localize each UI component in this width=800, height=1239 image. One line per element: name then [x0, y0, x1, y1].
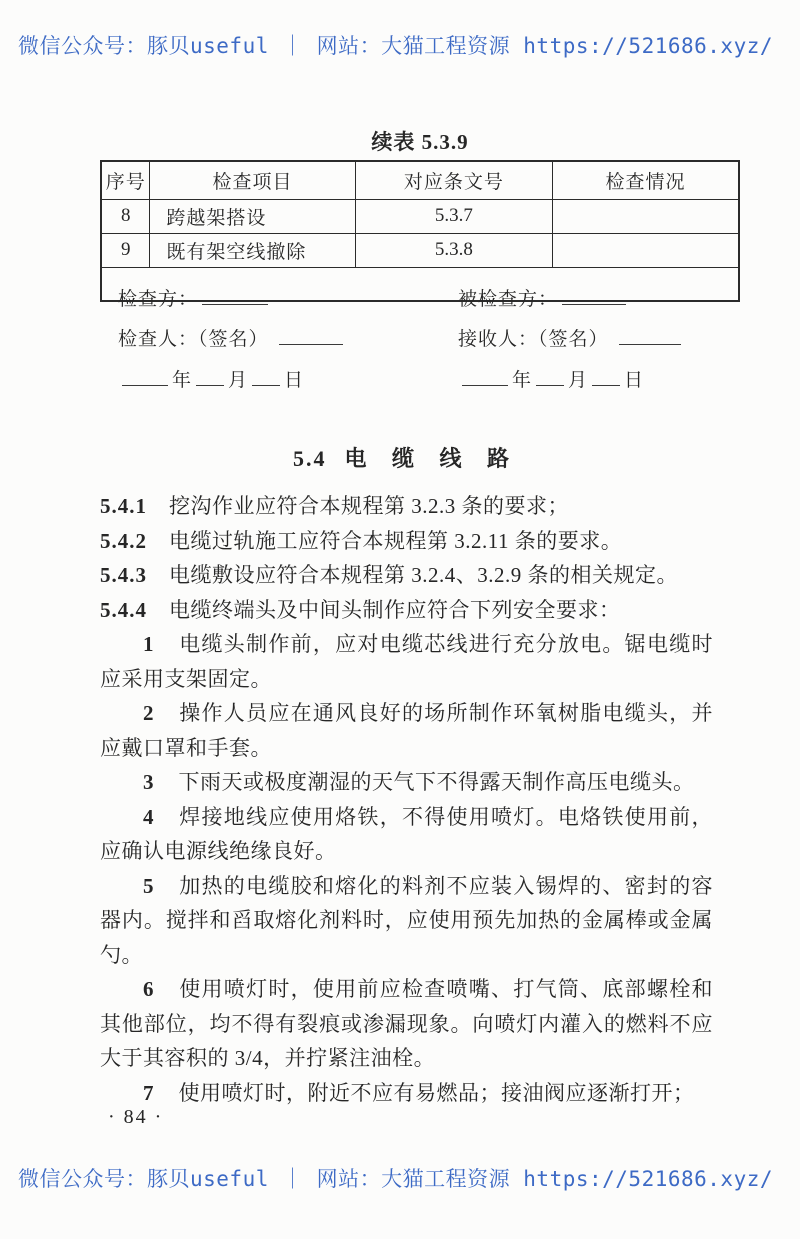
sub-item-2 — [100, 696, 713, 765]
sub-item-1 — [100, 627, 713, 696]
section-title: 电 缆 线 路 — [344, 446, 519, 471]
day-label: 日 — [624, 369, 645, 391]
row-result — [553, 233, 739, 267]
inspected-field — [458, 284, 630, 311]
page-number: · 84 · — [108, 1106, 164, 1128]
inspector-label: 检查方： — [118, 288, 199, 310]
item-number: 5 — [143, 873, 155, 898]
item-text: 使用喷灯时，使用前应检查喷嘴、打气筒、底部螺栓和其他部位，均不得有裂痕或渗漏现象。向喷灯内灌入的燃料不应大于其容积的 3/4，并拧紧注油栓。 — [100, 977, 713, 1070]
column-header-item: 检查项目 — [150, 161, 355, 199]
date-blank — [592, 369, 620, 386]
month-label: 月 — [228, 369, 249, 391]
sub-item-5 — [100, 869, 713, 973]
row-item: 跨越架搭设 — [150, 199, 355, 233]
column-header-clause-ref: 对应条文号 — [355, 161, 552, 199]
item-number: 4 — [143, 804, 155, 829]
row-no: 9 — [101, 233, 150, 267]
row-result — [553, 199, 739, 233]
table-header-row — [101, 161, 739, 199]
clause-5-4-1 — [100, 489, 713, 524]
inspector-sign-label: 检查人：（签名） — [118, 328, 269, 350]
item-text: 焊接地线应使用烙铁，不得使用喷灯。电烙铁使用前，应确认电源线绝缘良好。 — [100, 804, 713, 863]
section-heading — [100, 442, 712, 473]
date-blank — [122, 369, 168, 386]
row-clause-ref: 5.3.8 — [355, 233, 552, 267]
item-text: 使用喷灯时，附近不应有易燃品；接油阀应逐渐打开； — [178, 1080, 695, 1105]
date-blank — [536, 369, 564, 386]
table-title: 续表 5.3.9 — [371, 130, 469, 154]
signature-blank — [279, 328, 343, 345]
inspector-sign-field — [118, 324, 347, 351]
sub-item-4 — [100, 800, 713, 869]
clause-text-block — [100, 489, 713, 1110]
section-number: 5.4 — [292, 446, 327, 471]
item-number: 1 — [143, 632, 155, 656]
signature-block — [101, 267, 739, 391]
header-watermark: 微信公众号：豚贝useful ｜ 网站：大猫工程资源 https://521686.xyz/ — [18, 34, 774, 58]
signature-blank — [619, 328, 681, 345]
day-label: 日 — [284, 369, 305, 391]
clause-text: 挖沟作业应符合本规程第 3.2.3 条的要求； — [169, 494, 569, 518]
clause-number: 5.4.2 — [100, 528, 147, 553]
sub-item-7 — [100, 1076, 713, 1111]
column-header-no: 序号 — [101, 161, 150, 199]
date-blank — [462, 369, 508, 386]
table-row — [101, 199, 739, 233]
month-label: 月 — [568, 369, 589, 391]
receiver-sign-label: 接收人：（签名） — [458, 328, 609, 350]
sub-item-3 — [100, 765, 713, 800]
clause-text: 电缆过轨施工应符合本规程第 3.2.11 条的要求。 — [169, 528, 623, 553]
inspector-field — [118, 284, 272, 311]
receiver-sign-field — [458, 324, 685, 351]
clause-number: 5.4.3 — [100, 563, 147, 587]
clause-text: 电缆终端头及中间头制作应符合下列安全要求： — [169, 597, 621, 622]
item-number: 6 — [143, 977, 155, 1001]
item-text: 加热的电缆胶和熔化的料剂不应装入锡焊的、密封的容器内。搅拌和舀取熔化剂料时，应使用预先加热的金属棒或金属勺。 — [100, 873, 713, 967]
sub-item-6 — [100, 972, 713, 1076]
clause-5-4-2 — [100, 524, 713, 559]
clause-5-4-4 — [100, 593, 713, 628]
clause-text: 电缆敷设应符合本规程第 3.2.4、3.2.9 条的相关规定。 — [169, 563, 678, 587]
signature-row — [101, 267, 739, 301]
item-text: 电缆头制作前，应对电缆芯线进行充分放电。锯电缆时应采用支架固定。 — [100, 632, 713, 691]
row-item: 既有架空线撤除 — [150, 233, 355, 267]
row-clause-ref: 5.3.7 — [355, 199, 552, 233]
item-number: 2 — [143, 701, 155, 725]
date-field — [118, 365, 304, 392]
item-text: 操作人员应在通风良好的场所制作环氧树脂电缆头，并应戴口罩和手套。 — [100, 701, 713, 760]
clause-number: 5.4.1 — [100, 494, 147, 518]
item-text: 下雨天或极度潮湿的天气下不得露天制作高压电缆头。 — [178, 770, 695, 794]
signature-blank — [562, 288, 626, 305]
clause-number: 5.4.4 — [100, 597, 147, 622]
column-header-result: 检查情况 — [553, 161, 739, 199]
date-blank — [196, 369, 224, 386]
year-label: 年 — [512, 369, 533, 391]
signature-blank — [202, 288, 268, 305]
year-label: 年 — [172, 369, 193, 391]
item-number: 3 — [143, 770, 155, 794]
inspected-label: 被检查方： — [458, 288, 559, 310]
date-field — [458, 365, 644, 392]
table-row — [101, 233, 739, 267]
item-number: 7 — [143, 1080, 155, 1105]
date-blank — [252, 369, 280, 386]
inspection-checklist-table — [100, 160, 740, 391]
row-no: 8 — [101, 199, 150, 233]
clause-5-4-3 — [100, 558, 713, 593]
footer-watermark: 微信公众号：豚贝useful ｜ 网站：大猫工程资源 https://521686.xyz/ — [18, 1167, 774, 1191]
